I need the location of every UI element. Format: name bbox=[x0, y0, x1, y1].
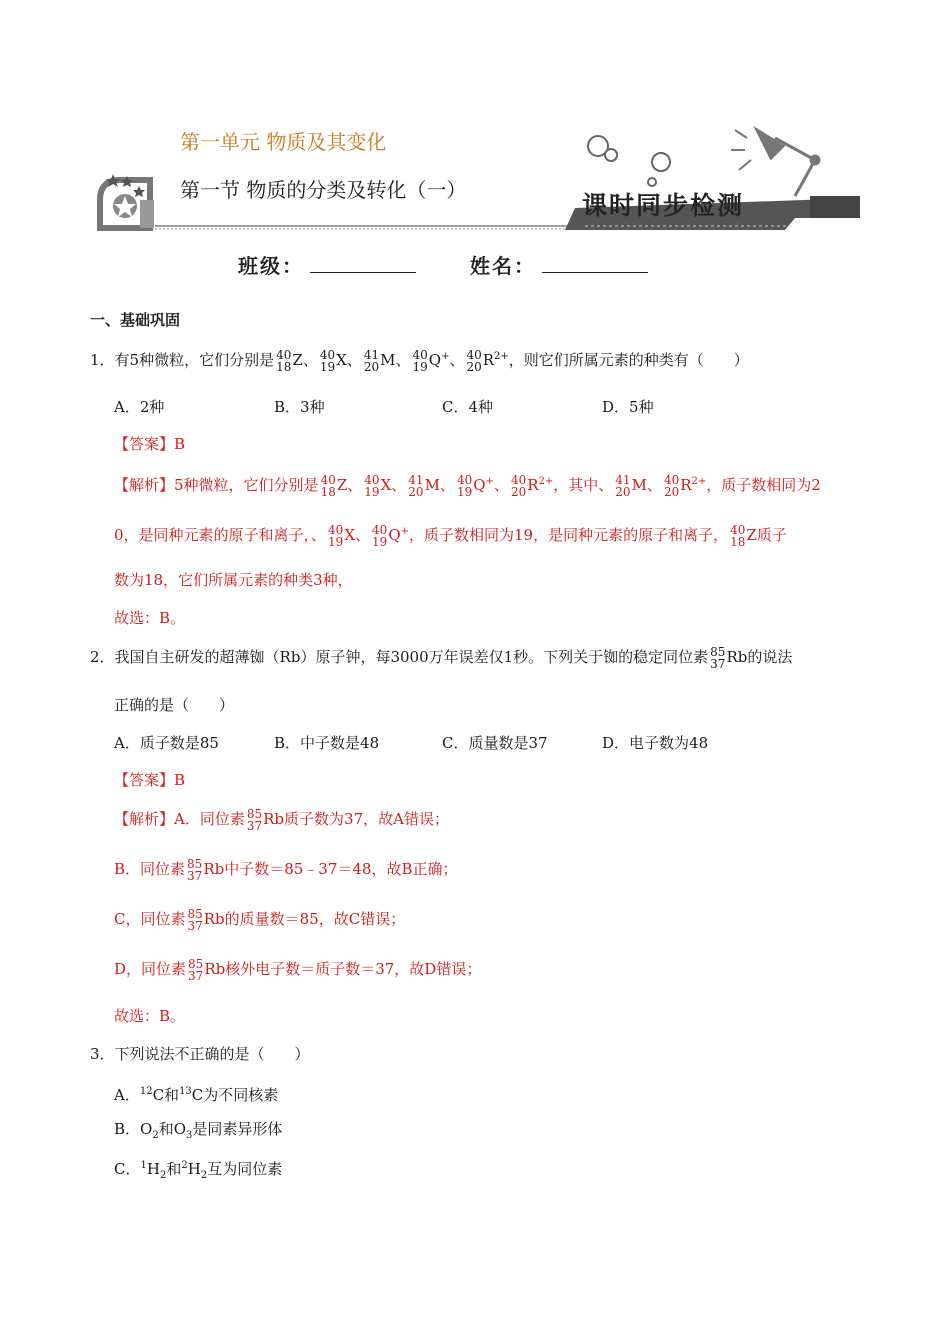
q1-exp2-b: ，质子数相同为19，是同种元素的原子和离子， bbox=[409, 526, 729, 544]
q3-optC-c: 和 bbox=[166, 1160, 182, 1178]
atomic-number: 18 bbox=[320, 485, 336, 499]
element-symbol: M bbox=[424, 476, 440, 494]
atomic-number: 37 bbox=[246, 819, 263, 833]
section-title: 第一节 物质的分类及转化（一） bbox=[180, 178, 467, 202]
q1-explanation-line1 bbox=[114, 472, 821, 498]
q1-exp1-c: ，质子数相同为2 bbox=[706, 476, 821, 494]
separator: 、 bbox=[347, 476, 363, 494]
q1-exp-tag: 【解析】 bbox=[114, 476, 175, 494]
atomic-number: 19 bbox=[456, 485, 473, 499]
q2-option-d[interactable]: D．电子数为48 bbox=[602, 734, 709, 752]
q2-explanation-b bbox=[114, 858, 458, 882]
q1-exp1-b: ，其中、 bbox=[553, 476, 614, 494]
q1-explanation-line2 bbox=[114, 522, 787, 548]
element-symbol: Rb bbox=[726, 648, 748, 666]
q3-number: 3． bbox=[90, 1045, 115, 1063]
atomic-number: 19 bbox=[328, 535, 344, 549]
ion-charge: 2+ bbox=[538, 476, 554, 487]
nuclide-numbers bbox=[372, 524, 387, 548]
q3-optC-d: H bbox=[187, 1160, 201, 1178]
atomic-number: 19 bbox=[364, 485, 380, 499]
mass-number: 85 bbox=[187, 857, 203, 871]
nuclide-numbers bbox=[276, 349, 291, 373]
q2-stem-a: 我国自主研发的超薄铷（Rb）原子钟，每3000万年误差仅1秒。下列关于铷的稳定同位素 bbox=[114, 648, 709, 666]
banner-title: 课时同步检测 bbox=[582, 191, 745, 220]
mass-number: 85 bbox=[187, 907, 203, 921]
q1-exp-nuclide-x bbox=[326, 523, 371, 549]
q2-expA-nuclide bbox=[245, 807, 285, 833]
q3-optB-s1: 2 bbox=[152, 1130, 159, 1141]
q1-stem-a: 有5种微粒，它们分别是 bbox=[114, 351, 275, 369]
element-symbol: Z bbox=[746, 526, 757, 544]
mass-number: 40 bbox=[466, 348, 482, 362]
element-symbol: R bbox=[680, 476, 692, 494]
q1-conclusion: 故选：B。 bbox=[114, 609, 186, 627]
mass-number: 41 bbox=[408, 473, 424, 487]
atomic-number: 20 bbox=[408, 485, 424, 499]
separator: 、 bbox=[391, 476, 407, 494]
q1-option-d[interactable]: D．5种 bbox=[602, 398, 654, 416]
ion-charge: + bbox=[400, 526, 410, 537]
q1-option-c[interactable]: C．4种 bbox=[442, 398, 494, 416]
element-symbol: R bbox=[482, 351, 495, 369]
mass-number: 41 bbox=[615, 473, 631, 487]
separator: 、 bbox=[346, 351, 362, 369]
mass-number: 85 bbox=[246, 807, 263, 821]
q1-exp-nuclide-z bbox=[728, 523, 757, 549]
q3-optA-b: C和 bbox=[152, 1086, 180, 1104]
q2-stem-b: 的说法 bbox=[747, 648, 793, 666]
q1-nuclide-list bbox=[274, 348, 509, 374]
q2-expD-a: D，同位素 bbox=[114, 960, 187, 978]
nuclide-numbers bbox=[664, 474, 679, 498]
q2-expC-nuclide bbox=[185, 907, 225, 933]
nuclide-numbers bbox=[466, 349, 481, 373]
q2-exp-tag: 【解析】 bbox=[114, 810, 175, 828]
q1-exp-nuclide-m bbox=[613, 473, 662, 499]
mass-number: 41 bbox=[363, 348, 380, 362]
q3-option-c[interactable] bbox=[114, 1156, 282, 1186]
mass-number: 40 bbox=[320, 473, 336, 487]
q2-explanation-c bbox=[114, 908, 405, 932]
atomic-number: 37 bbox=[710, 657, 726, 671]
q1-explanation-line3: 数为18，它们所属元素的种类3种， bbox=[114, 571, 353, 589]
nuclide-numbers bbox=[364, 474, 379, 498]
q1-stem-b: ，则它们所属元素的种类有（ ） bbox=[508, 351, 749, 369]
atomic-number: 37 bbox=[187, 869, 203, 883]
mass-number: 40 bbox=[510, 473, 527, 487]
q3-stem-text: 下列说法不正确的是（ ） bbox=[114, 1045, 310, 1063]
q2-number: 2． bbox=[90, 648, 115, 666]
q3-stem bbox=[90, 1044, 310, 1064]
element-symbol: M bbox=[631, 476, 647, 494]
nuclide-numbers bbox=[710, 646, 725, 670]
mass-number: 40 bbox=[364, 473, 380, 487]
mass-number: 40 bbox=[328, 523, 344, 537]
atomic-number: 18 bbox=[730, 535, 746, 549]
separator: 、 bbox=[449, 351, 465, 369]
element-symbol: X bbox=[336, 351, 347, 369]
class-input-line[interactable] bbox=[310, 254, 416, 273]
nuclide-numbers bbox=[321, 474, 336, 498]
element-symbol: R bbox=[527, 476, 539, 494]
element-symbol: Rb bbox=[263, 810, 285, 828]
q1-answer: 【答案】B bbox=[114, 435, 186, 453]
element-symbol: Z bbox=[336, 476, 348, 494]
mass-number: 40 bbox=[319, 348, 336, 362]
header-decoration bbox=[95, 100, 870, 240]
element-symbol: Rb bbox=[204, 960, 226, 978]
nuclide-numbers bbox=[247, 808, 262, 832]
atomic-number: 18 bbox=[276, 360, 292, 374]
q2-option-a[interactable]: A．质子数是85 bbox=[114, 734, 219, 752]
q2-expB-b: 中子数＝85﹣37＝48，故B正确； bbox=[224, 860, 458, 878]
atomic-number: 20 bbox=[663, 485, 680, 499]
atomic-number: 19 bbox=[372, 535, 388, 549]
nuclide-numbers bbox=[320, 349, 335, 373]
element-symbol: X bbox=[380, 476, 392, 494]
nuclide-numbers bbox=[188, 958, 203, 982]
q1-exp1-a: 5种微粒，它们分别是 bbox=[174, 476, 319, 494]
mass-number: 40 bbox=[730, 523, 746, 537]
unit-title: 第一单元 物质及其变化 bbox=[180, 130, 387, 154]
separator: 、 bbox=[395, 351, 411, 369]
q2-option-c[interactable]: C．质量数是37 bbox=[442, 734, 548, 752]
atomic-number: 20 bbox=[615, 485, 631, 499]
nuclide-numbers bbox=[408, 474, 423, 498]
atomic-number: 37 bbox=[188, 969, 204, 983]
element-symbol: X bbox=[344, 526, 356, 544]
q2-expC-b: 的质量数＝85，故C错误； bbox=[224, 910, 406, 928]
star-emblem-icon bbox=[100, 174, 154, 228]
nuclide-numbers bbox=[412, 349, 427, 373]
nuclide-numbers bbox=[328, 524, 343, 548]
q2-expD-b: 核外电子数＝质子数＝37，故D错误； bbox=[225, 960, 482, 978]
q1-exp-nuclide-q bbox=[370, 523, 410, 549]
atomic-number: 19 bbox=[319, 360, 336, 374]
separator: 、 bbox=[646, 476, 662, 494]
q3-optC-s2: 2 bbox=[200, 1170, 208, 1181]
q2-expD-nuclide bbox=[186, 957, 226, 983]
ion-charge: + bbox=[441, 351, 450, 362]
q2-expC-a: C，同位素 bbox=[114, 910, 186, 928]
nuclide-numbers bbox=[511, 474, 526, 498]
q2-stem-line2: 正确的是（ ） bbox=[114, 696, 235, 714]
bubbles-icon bbox=[588, 136, 670, 186]
q3-option-b[interactable] bbox=[114, 1119, 282, 1146]
atomic-number: 20 bbox=[510, 485, 527, 499]
q1-stem bbox=[90, 347, 749, 373]
mass-number: 85 bbox=[710, 645, 726, 659]
element-symbol: Rb bbox=[203, 910, 225, 928]
ion-charge: + bbox=[485, 476, 494, 487]
q2-explanation-a bbox=[114, 808, 449, 832]
q2-nuclide bbox=[708, 645, 748, 671]
q3-optB-c: 是同素异形体 bbox=[192, 1120, 283, 1138]
q2-expA-a: A．同位素 bbox=[174, 810, 245, 828]
q2-expA-b: 质子数为37，故A错误； bbox=[284, 810, 449, 828]
class-field bbox=[238, 250, 416, 279]
element-symbol: Q bbox=[428, 351, 442, 369]
q3-optC-s1: 2 bbox=[159, 1170, 167, 1181]
ion-charge: 2+ bbox=[494, 351, 509, 362]
element-symbol: Q bbox=[473, 476, 486, 494]
q3-optC-m1: 1 bbox=[140, 1160, 147, 1171]
ion-charge: 2+ bbox=[691, 476, 707, 487]
q3-optB-s2: 3 bbox=[186, 1130, 193, 1141]
q2-expB-a: B．同位素 bbox=[114, 860, 186, 878]
atomic-number: 37 bbox=[187, 919, 203, 933]
q3-optA-c: C为不同核素 bbox=[191, 1086, 279, 1104]
q3-optB-b: 和O bbox=[158, 1120, 187, 1138]
mass-number: 40 bbox=[456, 473, 473, 487]
q2-answer: 【答案】B bbox=[114, 771, 186, 789]
q2-conclusion: 故选：B。 bbox=[114, 1007, 186, 1025]
q1-exp2-c: 质子 bbox=[756, 526, 787, 544]
q3-option-a[interactable] bbox=[114, 1082, 278, 1105]
atomic-number: 20 bbox=[466, 360, 482, 374]
nuclide-numbers bbox=[187, 858, 202, 882]
separator: 、 bbox=[493, 476, 509, 494]
nuclide-numbers bbox=[457, 474, 472, 498]
separator: 、 bbox=[302, 351, 318, 369]
mass-number: 40 bbox=[372, 523, 388, 537]
separator: 、 bbox=[439, 476, 455, 494]
atomic-number: 19 bbox=[412, 360, 428, 374]
mass-number: 40 bbox=[663, 473, 680, 487]
name-input-line[interactable] bbox=[542, 254, 648, 273]
mass-number: 40 bbox=[412, 348, 428, 362]
q3-optA-m1: 12 bbox=[139, 1086, 153, 1097]
q3-optA-m2: 13 bbox=[179, 1086, 192, 1097]
element-symbol: Rb bbox=[203, 860, 225, 878]
element-symbol: M bbox=[380, 351, 396, 369]
separator: 、 bbox=[355, 526, 371, 544]
nuclide-numbers bbox=[615, 474, 630, 498]
q1-option-b[interactable]: B．3种 bbox=[274, 398, 325, 416]
mass-number: 85 bbox=[188, 957, 204, 971]
nuclide-numbers bbox=[730, 524, 745, 548]
mass-number: 40 bbox=[276, 348, 292, 362]
nuclide-numbers bbox=[187, 908, 202, 932]
q2-expB-nuclide bbox=[185, 857, 225, 883]
desk-lamp-icon bbox=[731, 130, 819, 196]
nuclide-numbers bbox=[364, 349, 379, 373]
q3-optC-e: 互为同位素 bbox=[207, 1160, 283, 1178]
class-label: 班级： bbox=[238, 254, 304, 278]
element-symbol: Z bbox=[292, 351, 303, 369]
q1-number: 1． bbox=[90, 351, 115, 369]
q1-exp-nuclide-r bbox=[662, 473, 707, 499]
element-symbol: Q bbox=[388, 526, 401, 544]
atomic-number: 20 bbox=[363, 360, 380, 374]
q1-exp-nuclide-list bbox=[319, 473, 554, 499]
q3-optB-a: B．O bbox=[114, 1120, 153, 1138]
q1-option-a[interactable]: A．2种 bbox=[114, 398, 165, 416]
part-heading: 一、基础巩固 bbox=[90, 311, 181, 329]
q2-option-b[interactable]: B．中子数是48 bbox=[274, 734, 380, 752]
q2-explanation-d bbox=[114, 958, 481, 982]
name-field bbox=[470, 250, 648, 279]
q3-optA-a: A． bbox=[114, 1086, 140, 1104]
q1-exp2-a: 0，是同种元素的原子和离子，、 bbox=[114, 526, 327, 544]
q3-optC-m2: 2 bbox=[181, 1160, 188, 1171]
q3-optC-b: H bbox=[146, 1160, 160, 1178]
name-label: 姓名： bbox=[470, 254, 536, 278]
q2-stem-line1 bbox=[90, 646, 792, 670]
q3-optC-a: C． bbox=[114, 1160, 141, 1178]
